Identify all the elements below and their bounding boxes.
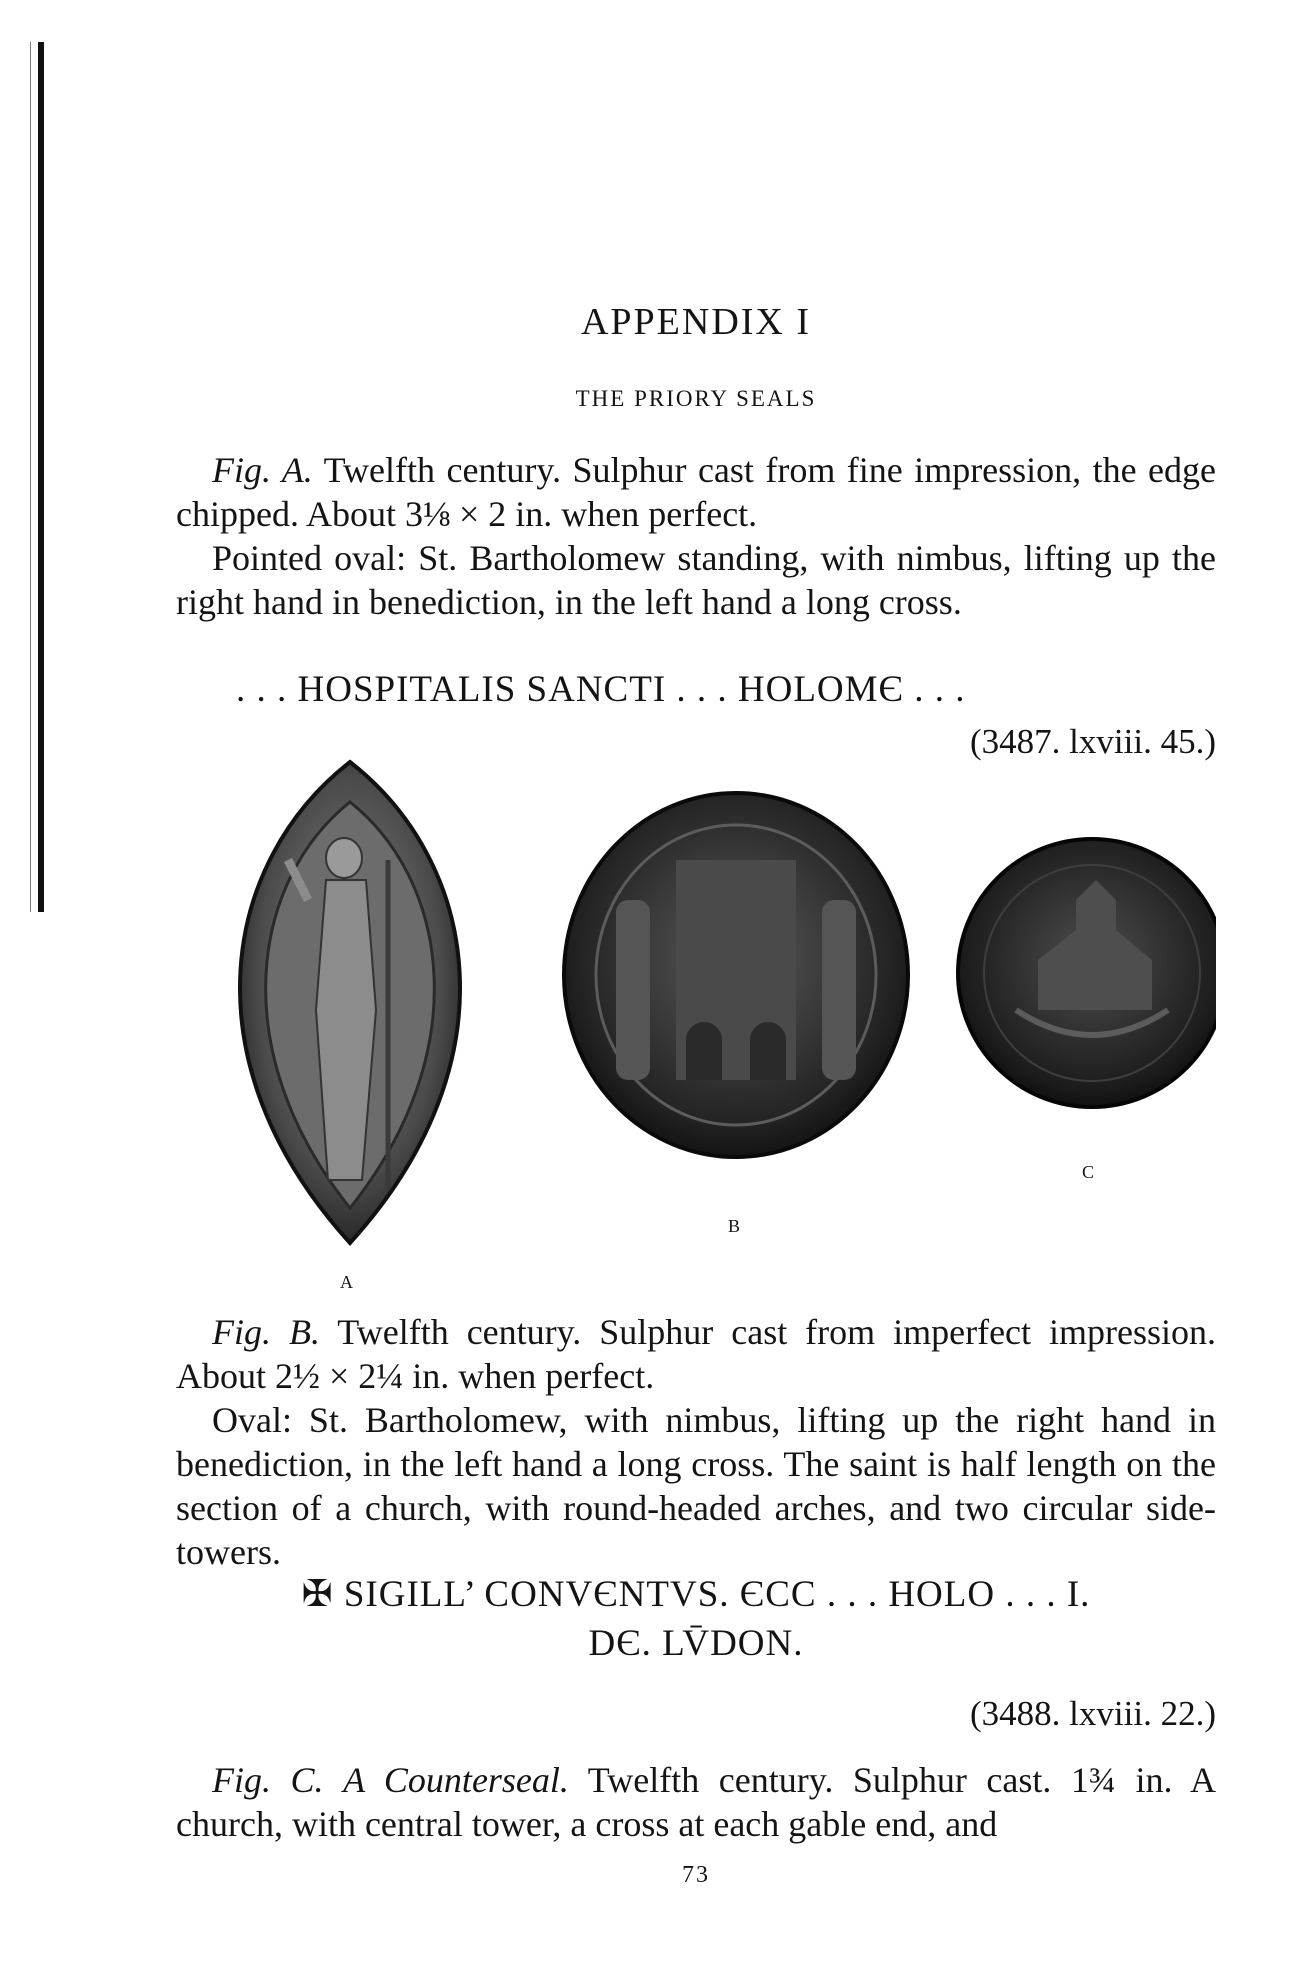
seal-b-image	[564, 793, 908, 1157]
fig-a-detail: Pointed oval: St. Bartholomew standing, with nimbus, lifting up the right hand in benediction, in the left hand a long cross.	[176, 538, 1216, 622]
fig-c-paragraph	[176, 1758, 1216, 1846]
appendix-title: APPENDIX I	[580, 301, 812, 343]
fig-b-detail: Oval: St. Bartholomew, with nimbus, lifting up the right hand in benediction, in the left hand a long cross. The saint is half length on the section of a church, with round-headed arches, and two circular side-towers.	[176, 1400, 1216, 1572]
fig-a-description: Twelfth century. Sulphur cast from fine impression, the edge chipped. About 3⅛ × 2 in. when perfect.	[176, 450, 1216, 534]
fig-a-label: Fig. A.	[212, 450, 313, 490]
scan-binding-edge	[38, 42, 44, 912]
seal-b-label: B	[728, 1216, 742, 1236]
fig-b-description: Twelfth century. Sulphur cast from imperfect impression. About 2½ × 2¼ in. when perfect.	[176, 1312, 1216, 1396]
fig-b-paragraph	[176, 1310, 1216, 1398]
seal-a-image	[240, 762, 460, 1243]
fig-b-reference: (3488. lxviii. 22.)	[970, 1694, 1216, 1733]
fig-b-label: Fig. B.	[212, 1312, 320, 1352]
seal-c-label: C	[1082, 1162, 1096, 1182]
seal-plates	[176, 0, 1216, 1300]
fig-c-label: Fig. C.	[212, 1760, 324, 1800]
fig-c-title: A Counterseal.	[343, 1760, 569, 1800]
page-column	[176, 0, 1216, 1967]
seal-c-image	[958, 839, 1216, 1107]
page-number: 73	[682, 1862, 710, 1888]
fig-b-legend-line1: ✠ SIGILL’ CONVЄNTVS. ЄCC . . . HOLO . . . I.	[301, 1574, 1091, 1615]
fig-a-legend: . . . HOSPITALIS SANCTI . . . HOLOMЄ . . .	[236, 669, 966, 710]
seal-a-label: A	[340, 1272, 354, 1292]
fig-c-description: Twelfth century. Sulphur cast. 1¾ in. A church, with central tower, a cross at each gable end, and	[176, 1760, 1216, 1844]
scan-binding-shadow	[30, 42, 31, 912]
appendix-subtitle: THE PRIORY SEALS	[575, 386, 817, 411]
fig-b-legend-line2: DЄ. LV̄DON.	[588, 1623, 804, 1664]
fig-a-reference: (3487. lxviii. 45.)	[970, 722, 1216, 761]
